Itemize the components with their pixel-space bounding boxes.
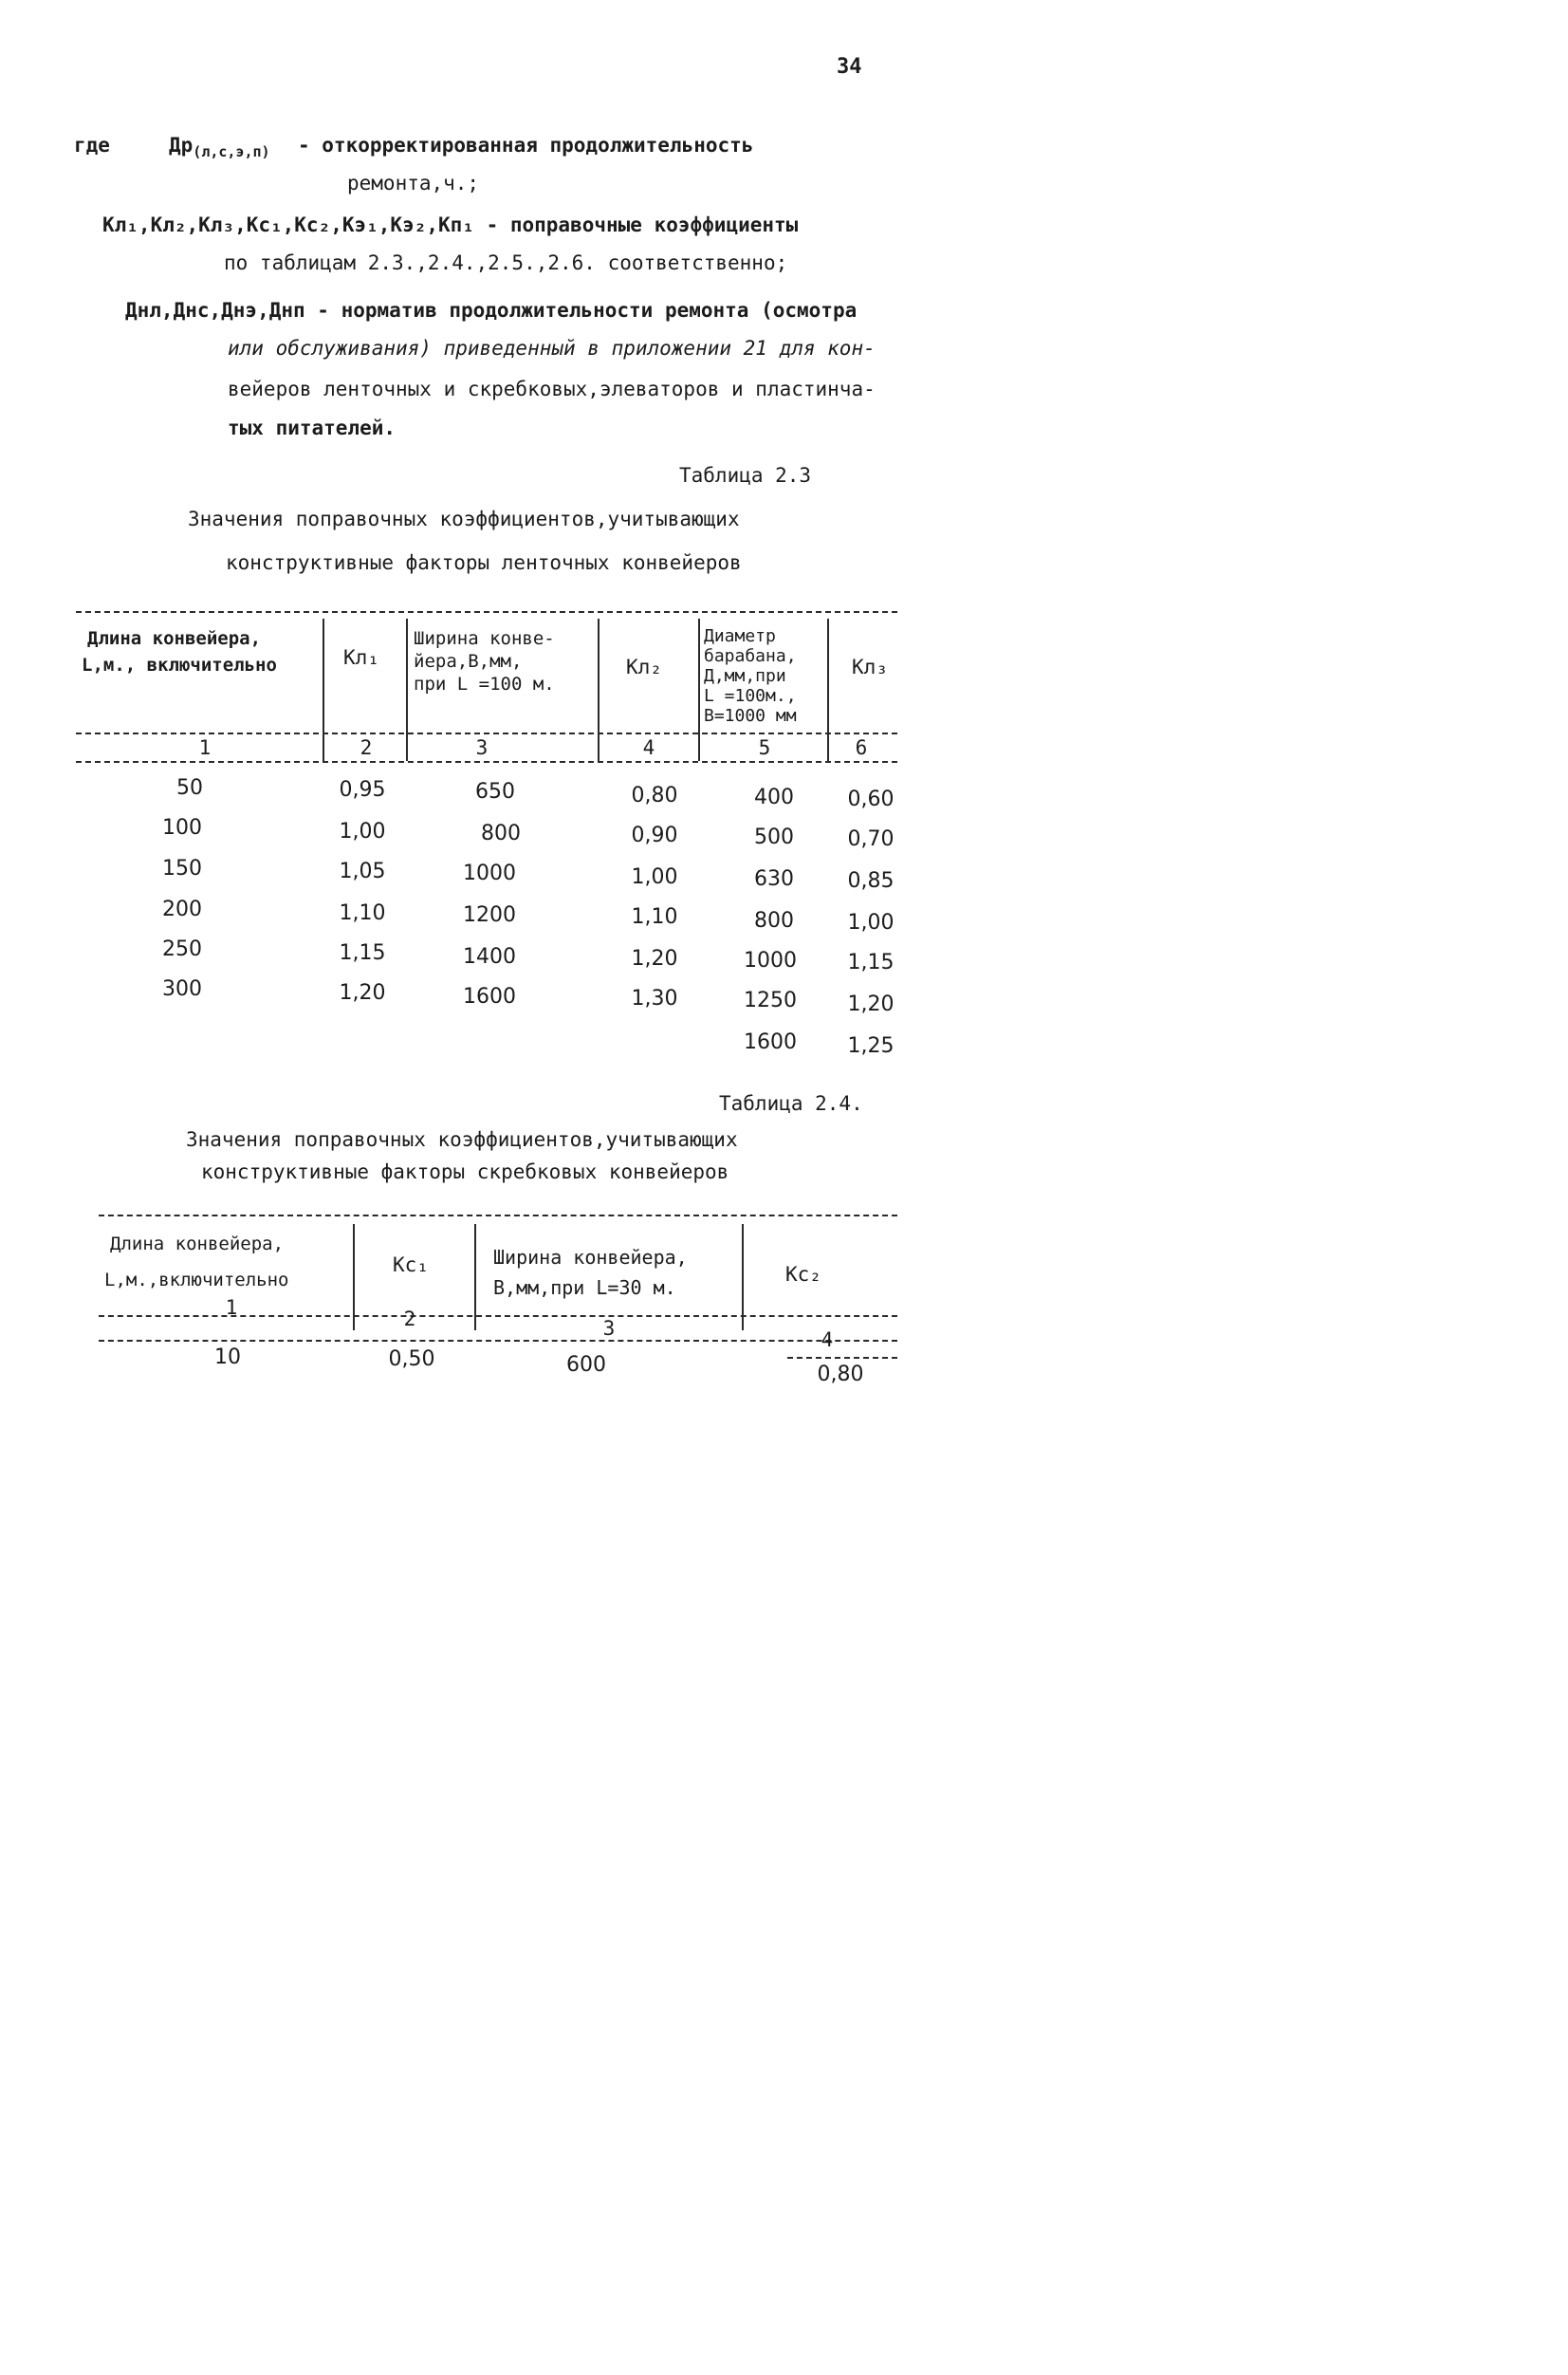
table23-cell: 800 — [754, 909, 794, 933]
table23-divider-2 — [406, 619, 408, 761]
table24-divider-3 — [742, 1224, 744, 1330]
table23-label: Таблица 2.3 — [679, 464, 812, 487]
table23-divider-1 — [323, 619, 324, 761]
norm-line-2: или обслуживания) приведенный в приложении 21 для кон- — [228, 337, 876, 360]
table23-cell: 1250 — [744, 989, 797, 1012]
table24-cell: 0,80 — [817, 1363, 864, 1386]
table23-cell: 1,10 — [339, 901, 386, 925]
table23-numbers-rule — [76, 761, 897, 763]
table23-cell: 100 — [162, 816, 202, 840]
table23-cell: 300 — [162, 977, 202, 1001]
table23-colnum-1: 1 — [198, 736, 212, 759]
table23-cell: 1,30 — [631, 987, 678, 1011]
formula-symbol-sub: (л,с,э,п) — [193, 143, 270, 161]
table24-header-width-2: B,мм,при L=30 м. — [493, 1276, 676, 1299]
table24-header-length-1: Длина конвейера, — [110, 1234, 285, 1254]
table23-cell: 0,60 — [847, 788, 895, 811]
table23-divider-5 — [827, 619, 829, 761]
table24-colnum-1: 1 — [225, 1296, 238, 1319]
table23-cell: 630 — [754, 867, 794, 891]
table23-colnum-2: 2 — [360, 736, 373, 759]
table23-cell: 200 — [162, 898, 202, 921]
table23-header-diam-3: Д,мм,при — [704, 666, 786, 686]
where-label: где — [74, 134, 110, 157]
table23-cell: 1,25 — [847, 1034, 895, 1058]
table23-header-diam-2: барабана, — [704, 646, 797, 666]
coefficients-line-cont: по таблицам 2.3.,2.4.,2.5.,2.6. соответственно; — [224, 251, 788, 274]
table23-cell: 0,80 — [631, 784, 678, 807]
table23-cell: 150 — [162, 857, 202, 881]
table23-cell: 50 — [176, 776, 203, 800]
table23-colnum-6: 6 — [855, 736, 868, 759]
table24-divider-2 — [474, 1224, 476, 1330]
table24-col4-rule — [787, 1357, 897, 1359]
table23-header-kl2: Кл₂ — [626, 656, 662, 678]
table24-title-line2: конструктивные факторы скребковых конвейеров — [201, 1160, 729, 1183]
table23-cell: 1000 — [744, 949, 797, 973]
table24-numbers-rule — [99, 1340, 897, 1342]
table24-cell: 10 — [214, 1345, 241, 1369]
table24-header-ks1: Кс₁ — [393, 1253, 429, 1276]
table23-cell: 650 — [475, 780, 515, 804]
table23-colnum-4: 4 — [642, 736, 655, 759]
table23-top-rule — [76, 611, 897, 613]
table23-cell: 1,10 — [631, 905, 678, 929]
table23-cell: 1600 — [744, 1030, 797, 1054]
table23-cell: 400 — [754, 786, 794, 809]
table23-header-width-2: йера,B,мм, — [414, 651, 523, 672]
table24-top-rule — [99, 1215, 897, 1216]
table23-colnum-3: 3 — [475, 736, 489, 759]
table24-title-line1: Значения поправочных коэффициентов,учитывающих — [186, 1128, 738, 1151]
table23-header-width-1: Ширина конве- — [414, 628, 555, 649]
table23-cell: 1,00 — [339, 820, 386, 844]
page-number: 34 — [837, 55, 862, 79]
table23-cell: 800 — [481, 822, 521, 845]
norm-line-1: Днл,Днс,Днэ,Днп - норматив продолжительности ремонта (осмотра — [125, 299, 858, 322]
table23-cell: 1,00 — [847, 911, 895, 935]
table23-cell: 0,85 — [847, 869, 895, 893]
norm-line-4: тых питателей. — [228, 417, 397, 439]
table23-divider-3 — [598, 619, 600, 761]
definition-line-1: - откорректированная продолжительность — [298, 134, 754, 157]
table24-header-width-1: Ширина конвейера, — [493, 1246, 688, 1269]
table23-cell: 1,15 — [847, 951, 895, 974]
table23-cell: 1600 — [463, 985, 516, 1009]
table23-cell: 1,15 — [339, 941, 386, 965]
table24-cell: 600 — [566, 1353, 606, 1377]
table23-header-kl3: Кл₃ — [852, 656, 888, 678]
table24-divider-1 — [353, 1224, 355, 1330]
table23-header-diam-5: B=1000 мм — [704, 706, 797, 726]
table24-label: Таблица 2.4. — [719, 1092, 863, 1115]
table23-colnum-5: 5 — [758, 736, 771, 759]
table23-cell: 1200 — [463, 903, 516, 927]
table23-header-length-2: L,м., включительно — [82, 655, 277, 676]
table23-cell: 1,20 — [847, 993, 895, 1016]
table23-header-rule — [76, 733, 897, 734]
definition-line-2: ремонта,ч.; — [347, 172, 480, 195]
table24-colnum-4: 4 — [821, 1328, 834, 1351]
table23-cell: 1,20 — [339, 981, 386, 1005]
table23-header-diam-4: L =100м., — [704, 686, 797, 706]
table23-header-diam-1: Диаметр — [704, 626, 776, 646]
table24-header-ks2: Кс₂ — [785, 1263, 821, 1286]
table23-cell: 0,70 — [847, 827, 895, 851]
formula-symbol-main: Дp — [169, 134, 194, 157]
table23-cell: 1,20 — [631, 947, 678, 971]
table24-cell: 0,50 — [388, 1347, 435, 1371]
table23-cell: 0,90 — [631, 824, 678, 847]
table23-cell: 250 — [162, 937, 202, 961]
table23-title-line2: конструктивные факторы ленточных конвейеров — [226, 551, 742, 574]
table24-colnum-2: 2 — [403, 1308, 416, 1330]
table23-title-line1: Значения поправочных коэффициентов,учитывающих — [188, 508, 740, 530]
table23-cell: 0,95 — [339, 778, 386, 802]
table23-divider-4 — [698, 619, 700, 761]
table24-header-length-2: L,м.,включительно — [104, 1270, 289, 1290]
document-page — [0, 0, 971, 1471]
formula-symbol — [169, 133, 270, 161]
table23-cell: 500 — [754, 826, 794, 849]
table23-cell: 1400 — [463, 945, 516, 969]
table23-header-length-1: Длина конвейера, — [87, 628, 262, 649]
table24-colnum-3: 3 — [602, 1317, 616, 1340]
table23-header-width-3: при L =100 м. — [414, 674, 555, 695]
table23-cell: 1000 — [463, 862, 516, 885]
coefficients-line: Кл₁,Кл₂,Кл₃,Кс₁,Кс₂,Кэ₁,Кэ₂,Кп₁ - поправочные коэффициенты — [102, 213, 799, 236]
table23-header-kl1: Кл₁ — [343, 646, 379, 669]
norm-line-3: вейеров ленточных и скребковых,элеваторов и пластинча- — [228, 378, 876, 400]
table23-cell: 1,00 — [631, 865, 678, 889]
table23-cell: 1,05 — [339, 860, 386, 883]
